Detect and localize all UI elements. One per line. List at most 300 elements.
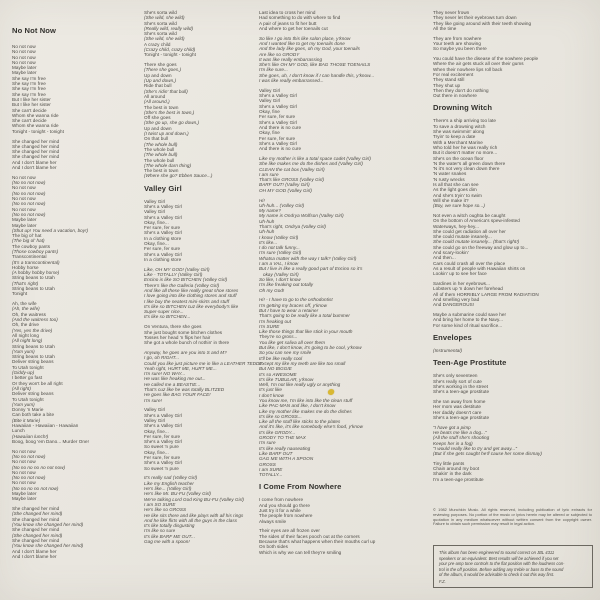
lyric-line: No not now: [12, 174, 36, 180]
song-title: Valley Girl: [144, 183, 182, 193]
lyric-line: Valley Girl: [144, 209, 166, 215]
lyric-line: Ride that bull: [144, 83, 172, 89]
lyric-line: (Crazy child, crazy child): [144, 47, 196, 53]
lyric-line: She's sorta wild: [144, 10, 177, 15]
lyric-line: Her mom was destitute: [433, 404, 482, 410]
lyric-line: And smelling very bad: [433, 296, 480, 302]
song-title: No Not Now: [12, 26, 57, 35]
lyric-line: It's like really nauseating: [259, 445, 311, 451]
lyric-line: She changed her mind: [12, 527, 60, 533]
lyric-line: Well, I'm not like really ugly or anything: [259, 382, 341, 388]
lyric-line: Gag me with a spoon!: [144, 539, 190, 545]
lyric-line: I better go fast: [12, 375, 43, 381]
lyric-line: BARF OUT! (Valley Girl): [259, 182, 310, 188]
lyric-line: And I don't blame her: [12, 548, 57, 554]
lyric-line: They're so gross...: [259, 334, 298, 340]
lyric-line: She's sorta wild: [144, 31, 177, 37]
lyric-line: She changed her mind: [12, 138, 60, 144]
lyric-line: Oh my God!: [259, 287, 285, 293]
lyric-line: (There she goes,): [144, 67, 182, 73]
lyric-line: But it doesn't matter no more...: [433, 150, 498, 156]
lyric-line: They shut up: [433, 82, 461, 88]
lyric-line: It's like totally disgusting: [144, 523, 195, 529]
lyric-line: Whatsa matter with the way I talk? (Valley Girl): [259, 255, 357, 261]
lyric-line: Okay, fine...: [144, 449, 169, 455]
lyric-line: She's really sort of cute: [433, 378, 482, 384]
lyric-line: She changed her mind: [12, 149, 60, 155]
lyric-line: The sides of their faces pooch out at the corners: [259, 533, 360, 539]
lyric-line: (I twist up and down,): [144, 131, 189, 137]
lyric-line: (Boy, we sure hope so...): [433, 203, 485, 209]
lyric-line: So like, I don't know: [259, 276, 301, 282]
lyric-line: And you should go there: [259, 502, 310, 508]
lyric-line: He's like... (Valley Girl): [144, 486, 192, 492]
lyric-line: She changed her mind: [12, 154, 60, 160]
lyric-line: (You know she changed her mind): [12, 522, 84, 528]
lyric-line: Okay, fine...: [144, 219, 169, 225]
lyric-line: She's a Valley Girl: [144, 423, 182, 429]
lyric-line: I am SURE: [259, 466, 283, 472]
lyric-line: A crazy child: [144, 41, 171, 47]
lyric-line: He goes like BAG YOUR FACE!: [144, 392, 211, 398]
lyric-line: GRODY TO THE MAX: [259, 435, 306, 441]
lyric-line: They are from nowhere: [433, 35, 482, 41]
lyric-line: The best in town: [144, 104, 179, 110]
lyric-line: Like - TOTALLY (Valley Girl): [144, 272, 203, 278]
copyright-fine-print: © 1982 Munchkin Music. All rights reserved, including publication of lyric extracts for reviewing purposes. No portion of the music or lyrics herein may be altered or subjected to quotation in any medium whatsoever without written consent from the copyright owner. Failure to obtain such permission may result in legal action.: [433, 507, 592, 527]
lyric-line: (No no not now): [12, 453, 46, 459]
lyric-line: (The whole bull): [144, 141, 178, 147]
lyric-line: Tryin' to keep a date: [433, 134, 476, 140]
lyric-line: She's a Valley Girl: [144, 204, 182, 209]
song-title: I Come From Nowhere: [259, 482, 342, 492]
lyric-line: I am SO SURE: [144, 501, 176, 507]
lyric-line: Because that's what happens when their mouths curl up: [259, 539, 376, 545]
lyrics-column-drowning-witch: [433, 10, 563, 487]
lyric-line: I'm sure!: [144, 397, 162, 403]
lyric-line: And where to get her toenails cut: [259, 25, 328, 31]
lyric-line: (She changed her mind): [12, 532, 63, 538]
lyric-line: Last idea to cross her mind: [259, 10, 316, 15]
lyric-line: She could mutate insanely...: [433, 234, 492, 240]
lyric-line: They stand still: [433, 77, 465, 83]
lyric-line: That's like GROSS (Valley Girl): [259, 177, 325, 183]
lyric-line: (Hawaiian lunch!): [12, 433, 49, 439]
lyric-line: No not now: [12, 480, 36, 486]
lyric-line: The best in town: [144, 168, 179, 174]
lyric-line: Deliver string beans: [12, 359, 54, 365]
lyric-line: With a Merchant Marine: [433, 139, 483, 145]
lyric-line: To save a drowning witch: [433, 123, 486, 129]
lyric-line: No not now: [12, 196, 36, 202]
lyric-line: TOTALLY...: [259, 472, 283, 478]
lyric-line: No not now: [12, 448, 36, 454]
lyric-line: No not now: [12, 49, 36, 55]
lyric-line: She's sorta wild: [144, 20, 177, 26]
lyric-line: Can both take a bite: [12, 412, 55, 418]
lyric-line: It'll be like really cool: [259, 355, 303, 361]
lyric-line: No not now: [12, 59, 36, 65]
lyric-line: He's like so GROSS: [144, 507, 187, 513]
lyric-line: Transcontinental: [12, 254, 47, 260]
lyric-line: (She's the best in town,): [144, 109, 195, 115]
lyric-line: (The whole darn thing): [144, 162, 192, 168]
lyric-line: (Giddy-up): [12, 370, 35, 376]
lyric-line: Just try it for a while: [259, 508, 301, 514]
lyric-line: Fer sure, fer sure: [259, 114, 296, 120]
lyric-line: She's a Valley Girl: [259, 103, 297, 109]
lyric-line: It's really sad (Valley Girl): [144, 475, 198, 481]
lyric-line: It's like BARF ME OUT...: [144, 533, 196, 539]
lyric-line: I'm SURE: [259, 323, 280, 329]
lyric-line: He was like freaking me out...: [144, 376, 206, 382]
lyric-line: On that bull: [144, 136, 169, 142]
lyric-line: Valley Girl: [144, 407, 166, 413]
lyric-line: Keeps her in a fog): [433, 440, 473, 446]
lyric-line: As a result of people with Hawaiian shirts on: [433, 265, 526, 271]
lyric-line: (She wild, she wild): [144, 15, 185, 21]
lyric-line: There's like the Galleria (Valley Girl): [144, 282, 220, 288]
lyric-line: (Yes, yes the drive): [12, 327, 53, 333]
lyric-line: My name is Ondrya Wolfson (Valley Girl): [259, 213, 344, 219]
lyric-line: Chain around my boot: [433, 466, 480, 472]
lyric-line: Encino is like SO BITCHEN (Valley Girl): [144, 277, 228, 283]
lyric-line: It's like so GROSS...: [259, 413, 302, 419]
lyric-line: And I wanted like to get my toenails done: [259, 40, 345, 46]
lyric-line: You like get saliva all over them: [259, 339, 325, 345]
lyric-line: But NO BIGGIE: [259, 366, 292, 372]
engineer-note-box: [433, 545, 593, 588]
lyric-line: She like makes me do the dishes and (Valley Girl): [259, 161, 363, 167]
lyric-line: Had something to do with where to find: [259, 15, 341, 21]
lyric-line: Except my like my teeth are like too small: [259, 360, 346, 366]
lyric-line: So sweet 'n pure: [144, 465, 179, 471]
lyric-line: I like buy the neatest mini-skirts and stuff: [144, 298, 230, 304]
lyric-line: (No no no no no not now): [12, 464, 66, 470]
lyric-line: She changed her mind: [12, 506, 60, 512]
lyric-line: Maybe later: [12, 496, 37, 502]
lyric-line: (She changed her mind): [12, 511, 63, 517]
lyric-line: (No no no no not now): [12, 485, 59, 491]
lyric-line: On Ventura, there she goes: [144, 324, 202, 330]
lyric-line: Maybe later: [12, 65, 37, 71]
lyric-line: And I don't blame her: [12, 165, 57, 171]
lyric-line: The cowboy pants: [12, 243, 51, 249]
lyric-line: She say I'm free: [12, 91, 46, 97]
lyric-line: But I like her sister: [12, 102, 51, 108]
lyric-line: Their eyes are all frozen over: [259, 528, 320, 534]
lyric-line: GAG ME WITH A SPOON: [259, 456, 314, 462]
lyric-line: Is all that she can see: [433, 182, 479, 188]
lyric-line: The people from nowhere: [259, 513, 313, 519]
lyric-line: Like PAC-MAN and like, I don't know: [259, 403, 336, 409]
lyric-line: It's like so BITCHEN cuz like everybody's like: [144, 303, 239, 309]
lyric-line: Uh-huh: [259, 229, 275, 235]
lyric-line: Boog, boog 'em Dano... Murder One!: [12, 438, 89, 444]
lyric-line: The whole bull: [144, 157, 175, 163]
lyric-line: And scary-lookin': [433, 250, 469, 256]
lyric-line: For some kind of ritual sacrifice...: [433, 322, 503, 328]
lyric-line: She's a Valley Girl: [259, 119, 297, 125]
lyric-line: Like those things that like stick in your mouth: [259, 329, 353, 335]
lyric-line: As the light goes dim: [433, 187, 477, 193]
lyric-line: On both sides: [259, 544, 288, 550]
lyric-line: Okay, fine: [259, 130, 280, 136]
lyric-line: Tonight - tonight - tonight: [12, 128, 64, 134]
lyric-line: (Yum yum): [12, 348, 35, 354]
lyric-line: She say I'm free: [12, 86, 46, 92]
lyric-line: There she goes: [144, 62, 177, 68]
lyric-line: He like sits there and like plays with all his rings: [144, 512, 244, 518]
lyric-line: Lunch: [12, 428, 25, 434]
lyric-line: 'N water snakes: [433, 171, 467, 177]
lyric-line: GROSS: [259, 461, 276, 467]
lyric-line: (The whole bull): [144, 152, 178, 158]
engineer-note-line: trol in the off position. Before adding any treble or bass to the sound: [439, 566, 564, 572]
lyric-line: Hi! - I have to go to the orthodontist: [259, 297, 333, 303]
lyrics-column-no-not-now: [12, 26, 140, 564]
lyric-line: And it's like, it's like somebody else's food, y'know: [259, 424, 363, 430]
lyric-line: It was like really embarrassing: [259, 56, 323, 62]
lyric-line: Will she make it?: [433, 197, 469, 203]
lyric-line: Up and down: [144, 72, 172, 78]
lyric-line: Up and down: [144, 125, 172, 131]
lyric-line: I was like really embarrassed...: [259, 78, 324, 84]
lyric-line: All night long: [12, 332, 40, 338]
lyric-line: Or they won't be all right: [12, 380, 63, 386]
lyric-line: And like all these like really great shoe stores: [144, 287, 239, 293]
lyric-line: Lobsters up 'n down her forehead: [433, 286, 503, 292]
lyric-line: It's just like: [259, 387, 283, 393]
lyric-line: (Shut up! You need a vacation, boy!): [12, 227, 89, 233]
lyric-line: But I live in like a really good part of Encino so it's: [259, 266, 363, 272]
lyric-line: She's like OH MY GOD, like BAG THOSE TOENAILS: [259, 62, 371, 68]
lyric-line: No not now: [12, 469, 36, 475]
lyric-line: Lookin' up to see her face: [433, 271, 487, 277]
lyric-line: (Where she go? Ebben Sauce...): [144, 173, 213, 179]
lyric-line: So sweet 'n pure: [144, 444, 179, 450]
lyric-line: She's working in the street: [433, 383, 489, 389]
lyric-line: Valley Girl: [144, 198, 166, 204]
lyric-line: And there is no cure: [259, 124, 302, 130]
lyric-line: So you can see my smile: [259, 350, 312, 356]
lyric-line: Not even a witch oughta be caught: [433, 213, 506, 218]
lyric-line: Like BARF OUT: [259, 450, 293, 456]
lyric-line: The big ol' hat: [12, 233, 42, 239]
lyric-line: String beans to Utah: [12, 275, 55, 281]
lyric-line: (All the stuff she's shooting: [433, 435, 490, 441]
lyric-line: (Instrumental): [433, 347, 463, 353]
lyric-line: She just bought some bitchen clothes: [144, 329, 223, 335]
lyric-line: Fer sure, fer sure: [259, 135, 296, 141]
lyric-line: She's a Valley Girl: [144, 439, 182, 445]
lyric-line: (She go up, she go down,): [144, 120, 200, 126]
lyric-line: I am sure: [259, 171, 279, 177]
lyric-line: She was swimmin' along: [433, 129, 485, 135]
lyric-line: The whole bull: [144, 146, 175, 152]
lyric-line: He's like Mr. BU-FU (Valley Girl): [144, 491, 212, 497]
engineer-note-line: your pre-amp tone controls to the flat position with the loudness con-: [439, 561, 565, 566]
engineer-note-signature: F.Z.: [439, 578, 446, 584]
engineer-note-line: This album has been engineered to sound correct on JBL 4311: [439, 550, 555, 555]
lyric-line: She's only seventeen: [433, 373, 478, 379]
lyric-line: Uh-huh: [259, 218, 275, 224]
lyric-line: Are like so GRODY: [259, 51, 300, 57]
lyric-line: (All right): [12, 385, 31, 391]
lyric-line: All around: [144, 93, 166, 99]
lyric-line: No not now: [12, 206, 36, 212]
engineer-note-line: speakers or an equivalent. Best results will be achieved if you set: [439, 555, 559, 561]
lyric-line: Okay, fine...: [144, 241, 169, 247]
lyric-line: No not now: [12, 185, 36, 191]
lyric-line: Tosses her head 'n flips her hair: [144, 334, 211, 340]
lyric-line: They like going around with their teeth showing: [433, 20, 532, 26]
lyric-line: Like my mother like makes me do the dishes: [259, 408, 352, 414]
lyric-line: You could have the disease of the nowhere people: [433, 56, 539, 62]
lyric-line: Tiny little pants: [433, 460, 465, 466]
lyric-line: She could mutate insanely... (that's right!): [433, 239, 520, 245]
lyric-line: (No no not now): [12, 180, 46, 186]
lyric-line: We're talking Lord God King BU-FU (Valley Girl): [144, 496, 244, 502]
lyric-line: (And the waitress too): [12, 317, 58, 323]
lyric-line: To Utah tonight: [12, 396, 44, 402]
lyric-line: She say I'm free: [12, 81, 46, 87]
lyric-line: It's so AWESOME: [259, 371, 297, 377]
lyric-line: (She wild, she wild): [144, 36, 185, 42]
lyric-line: Oh, the waitress: [12, 311, 46, 317]
lyric-line: Donny 'n Marie: [12, 407, 44, 413]
lyric-line: For real excitement: [433, 71, 474, 77]
lyric-line: In a clothing store: [144, 235, 182, 241]
lyric-line: And DANGEROUS!: [433, 302, 475, 308]
lyric-line: (Yum yum): [12, 401, 35, 407]
lyric-line: And I don't blame her: [12, 159, 57, 165]
lyric-line: Hi!: [259, 197, 265, 203]
lyric-line: String beans to Utah: [12, 354, 55, 360]
lyric-line: Like all the stuff like sticks to the plates: [259, 419, 341, 425]
lyric-line: Fer sure, fer sure: [144, 433, 181, 439]
lyric-line: And he like flirts with all the guys in the class: [144, 517, 238, 523]
lyric-line: Like, OH MY GOD! (Valley Girl): [144, 266, 210, 272]
lyric-line: All of them HORRIBLY LARGE FROM RADIATION: [433, 291, 539, 297]
lyric-line: Fer sure, fer sure: [144, 455, 181, 461]
lyric-line: Oh, the drive: [12, 322, 39, 328]
lyric-line: (All around,): [144, 99, 170, 105]
lyric-line: And then...: [433, 255, 456, 261]
lyric-line: okay (Valley Girl): [259, 271, 299, 277]
lyric-line: Uh-huh... (Valley Girl): [259, 202, 305, 208]
lyric-line: She changed her mind: [12, 143, 60, 149]
lyric-line: Her daddy doesn't care: [433, 409, 482, 415]
lyric-line: It's like...: [259, 239, 278, 245]
lyric-line: There's a ship arriving too late: [433, 118, 496, 124]
lyric-line: She ran away from home: [433, 398, 486, 404]
lyric-line: So like I go into this like salon place, y'know: [259, 35, 351, 41]
lyric-line: It's like TUBULAR, y'know: [259, 376, 314, 382]
lyric-line: (But if she gets caught he'll cause her some dismay): [433, 451, 542, 457]
lyric-line: She could go on the freeway and glow up to...: [433, 244, 529, 250]
lyric-line: (No no not now): [12, 190, 46, 196]
lyric-line: (No no not now): [12, 475, 46, 481]
lyric-line: Fer sure, fer sure: [144, 246, 181, 252]
lyric-line: She can't decide: [12, 107, 47, 113]
lyric-line: That's right, Ondrya (Valley Girl): [259, 223, 326, 229]
lyric-line: Super-super nice...: [144, 309, 184, 315]
lyric-line: They never let their eyebrows turn down: [433, 15, 517, 21]
lyric-line: Maybe a submarine could save her: [433, 312, 507, 318]
lyric-line: Fer sure, fer sure: [144, 225, 181, 231]
lyric-line: And there is no cure: [259, 146, 302, 152]
lyric-line: He called me a BEASTIE...: [144, 381, 201, 387]
lyric-line: Sardines in her eyebrows...: [433, 281, 491, 287]
lyric-line: Where the air gets stuck all over their gums: [433, 61, 524, 67]
lyric-line: And she's tryin' to swim: [433, 192, 482, 198]
song-title: Envelopes: [433, 332, 472, 342]
lyric-line: Cars could crash all over the place: [433, 260, 506, 266]
lyric-line: It's like so BITCHEN...: [144, 314, 191, 320]
lyric-line: (No no not now): [12, 201, 46, 207]
lyric-line: I'm sure (Valley Girl): [259, 250, 302, 256]
lyric-line: Then they don't do nothing: [433, 87, 489, 93]
lyric-line: My name?: [259, 208, 281, 214]
lyric-line: Which is why we can tell they're smiling: [259, 549, 342, 555]
lyric-line: All the time: [433, 25, 457, 31]
lyric-line: Anyway, he goes are you into S and M?: [144, 349, 227, 355]
lyric-line: Valley Girl: [259, 98, 281, 104]
lyric-line: Who told her he was really rich: [433, 144, 498, 150]
lyric-line: I'm sure: [259, 440, 276, 446]
lyric-line: (Ah, the wife): [12, 306, 40, 312]
lyric-line: And bring her home to the Navy...: [433, 317, 503, 323]
lyric-line: They never frown: [433, 10, 470, 15]
lyric-line: I do not talk funny...: [259, 245, 300, 251]
lyric-line: (Really wild, really wild): [144, 25, 194, 31]
lyric-line: Valley Girl: [144, 417, 166, 423]
lyric-line: I know (Valley Girl): [259, 234, 299, 240]
engineer-note-text: [439, 550, 587, 578]
lyric-line: Maybe later: [12, 491, 37, 497]
lyric-line: 'N rusty wrecks: [433, 176, 465, 182]
lyric-line: Like my mother is like a total space cadet (Valley Girl): [259, 155, 371, 161]
lyric-line: I'm sure! NO WAY...: [144, 371, 186, 377]
lyric-line: But I have to wear a retainer: [259, 307, 319, 313]
lyric-line: She's a teen-age prostitute: [433, 414, 490, 420]
lyric-line: Deliver string beans: [12, 391, 54, 397]
lyric-line: I'm getting my braces off, y'know: [259, 302, 327, 308]
lyric-line: And the lady like goes, oh my God, your toenails: [259, 46, 360, 52]
lyric-line: And I don't blame her: [12, 553, 57, 559]
lyric-line: 'N it's not very clean down there: [433, 166, 500, 172]
lyric-line: She's a Valley Girl: [144, 251, 182, 257]
lyric-line: Maybe later: [12, 217, 37, 223]
lyric-line: (It's a transcontinental): [12, 259, 60, 265]
lyric-line: "I would really like to try and get away...": [433, 445, 518, 451]
lyric-line: She got a whole bunch of nothin' in there: [144, 340, 230, 346]
lyric-line: I'm freaking out: [259, 318, 292, 324]
lyric-line: So maybe you been there: [433, 46, 487, 52]
lyric-line: (You know she changed her mind): [12, 543, 84, 549]
lyric-line: She's a Valley Girl: [144, 230, 182, 236]
lyric-line: When their nowhere lips roll back: [433, 66, 503, 72]
lyric-line: (Up and down,): [144, 78, 177, 84]
lyric-line: Hobby horse: [12, 264, 39, 270]
lyric-line: Okay, fine...: [144, 428, 169, 434]
lyric-line: That's going to be really like a total bummer: [259, 313, 350, 319]
lyric-line: I'm like freaking out totally: [259, 282, 314, 288]
lyric-line: No not now: [12, 54, 36, 60]
song-title: Teen-Age Prostitute: [433, 358, 507, 368]
lyric-line: Tonight - tonight - tonight: [144, 52, 196, 58]
